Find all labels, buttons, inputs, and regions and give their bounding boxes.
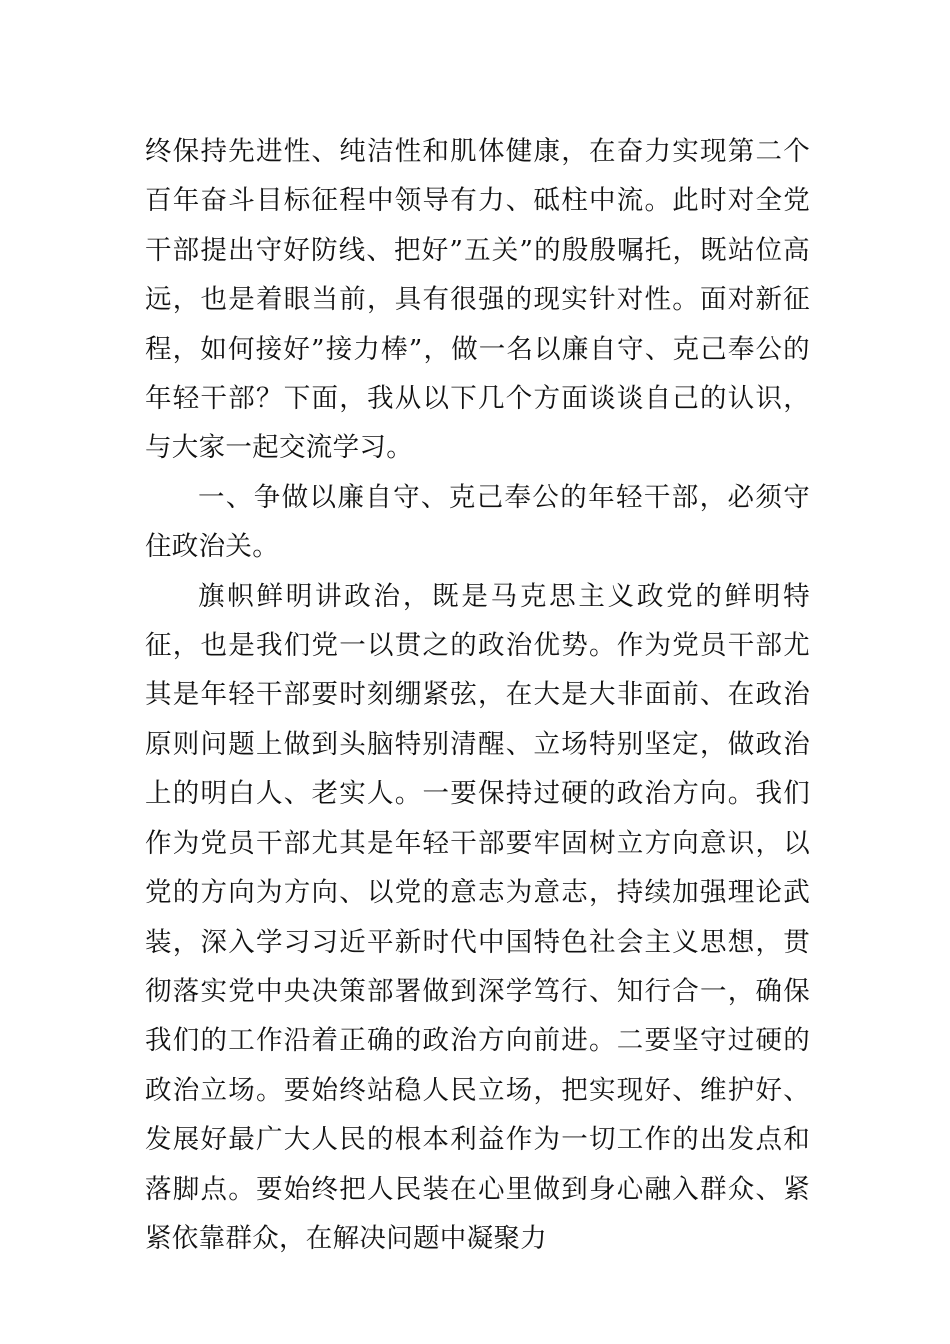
paragraph-continuation: 终保持先进性、纯洁性和肌体健康，在奋力实现第二个百年奋斗目标征程中领导有力、砥柱中流。此时对全党干部提出守好防线、把好”五关”的殷殷嘱托，既站位高远，也是着眼当前，具有很强的现实针对性。面对新征程，如何接好”接力棒”，做一名以廉自守、克己奉公的年轻干部？下面，我从以下几个方面谈谈自己的认识，与大家一起交流学习。 bbox=[145, 136, 810, 464]
paragraph-body: 旗帜鲜明讲政治，既是马克思主义政党的鲜明特征，也是我们党一以贯之的政治优势。作为党员干部尤其是年轻干部要时刻绷紧弦，在大是大非面前、在政治原则问题上做到头脑特别清醒、立场特别坚定，做政治上的明白人、老实人。一要保持过硬的政治方向。我们作为党员干部尤其是年轻干部要牢固树立方向意识，以党的方向为方向、以党的意志为意志，持续加强理论武装，深入学习习近平新时代中国特色社会主义思想，贯彻落实党中央决策部署做到深学笃行、知行合一，确保我们的工作沿着正确的政治方向前进。二要坚守过硬的政治立场。要始终站稳人民立场，把实现好、维护好、发展好最广大人民的根本利益作为一切工作的出发点和落脚点。要始终把人民装在心里做到身心融入群众、紧紧依靠群众，在解决问题中凝聚力 bbox=[145, 580, 810, 1254]
section-heading: 一、争做以廉自守、克己奉公的年轻干部，必须守住政治关。 bbox=[145, 481, 810, 563]
document-body bbox=[145, 127, 810, 1263]
